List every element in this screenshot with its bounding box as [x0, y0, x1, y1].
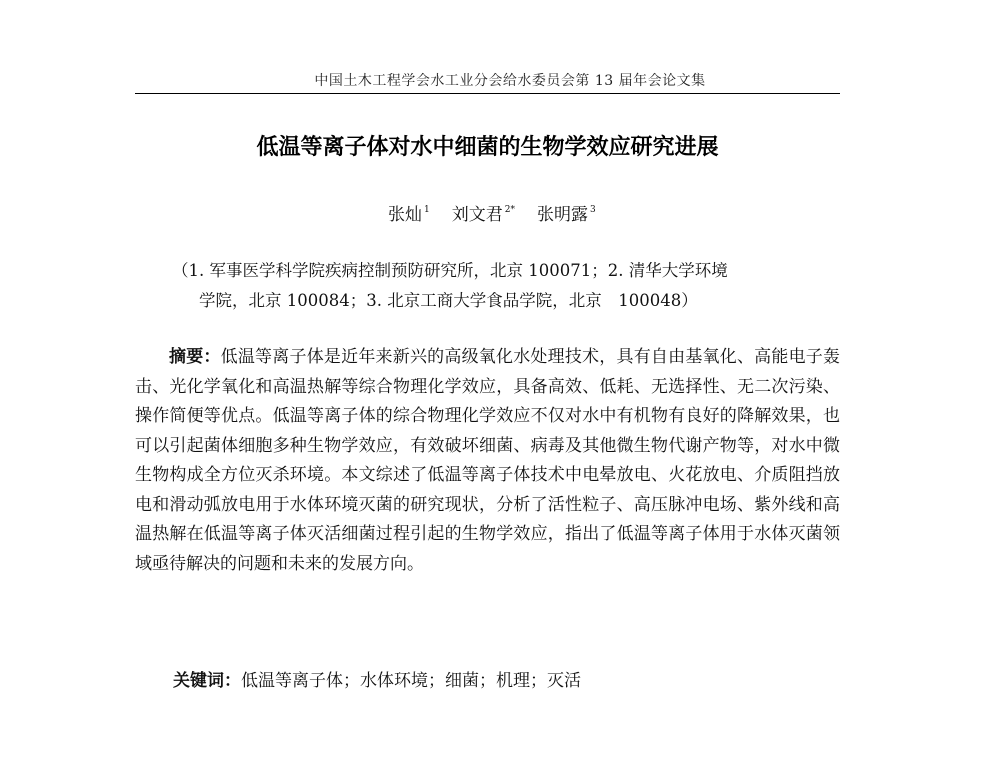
abstract	[135, 343, 840, 579]
affiliation-mark: 1	[424, 205, 430, 215]
affiliation-mark: 2*	[504, 205, 515, 215]
running-header: 中国土木工程学会水工业分会给水委员会第 13 届年会论文集	[314, 73, 706, 89]
abstract-text: 低温等离子体是近年来新兴的高级氧化水处理技术，具有自由基氧化、高能电子轰击、光化学氧化和高温热解等综合物理化学效应，具备高效、低耗、无选择性、无二次污染、操作简便等优点。低温等离子体的综合物理化学效应不仅对水中有机物有良好的降解效果，也可以引起菌体细胞多种生物学效应，有效破坏细菌、病毒及其他微生物代谢产物等，对水中微生物构成全方位灭杀环境。本文综述了低温等离子体技术中电晕放电、火花放电、介质阻挡放电和滑动弧放电用于水体环境灭菌的研究现状，分析了活性粒子、高压脉冲电场、紫外线和高温热解在低温等离子体灭活细菌过程引起的生物学效应，指出了低温等离子体用于水体灭菌领域亟待解决的问题和未来的发展方向。	[135, 347, 841, 574]
author-list	[388, 200, 688, 225]
abstract-label: 摘要：	[169, 347, 221, 367]
keywords-text: 低温等离子体；水体环境；细菌；机理；灭活	[241, 671, 581, 691]
author-name: 张灿	[388, 205, 422, 225]
author-1	[388, 200, 430, 225]
keywords-label: 关键词：	[173, 671, 241, 691]
header-rule	[135, 93, 840, 94]
affiliation-line-1: （1. 军事医学科学院疾病控制预防研究所，北京 100071；2. 清华大学环境	[172, 261, 728, 280]
author-3	[537, 200, 596, 225]
keywords	[173, 666, 833, 691]
author-2	[452, 200, 515, 225]
author-name: 刘文君	[451, 205, 503, 225]
affiliation-block	[172, 256, 842, 316]
paper-title: 低温等离子体对水中细菌的生物学效应研究进展	[256, 135, 719, 160]
affiliation-mark: 3	[589, 205, 596, 215]
affiliation-line-2: 学院，北京 100084；3. 北京工商大学食品学院，北京 100048）	[199, 291, 698, 310]
author-name: 张明露	[536, 205, 588, 225]
